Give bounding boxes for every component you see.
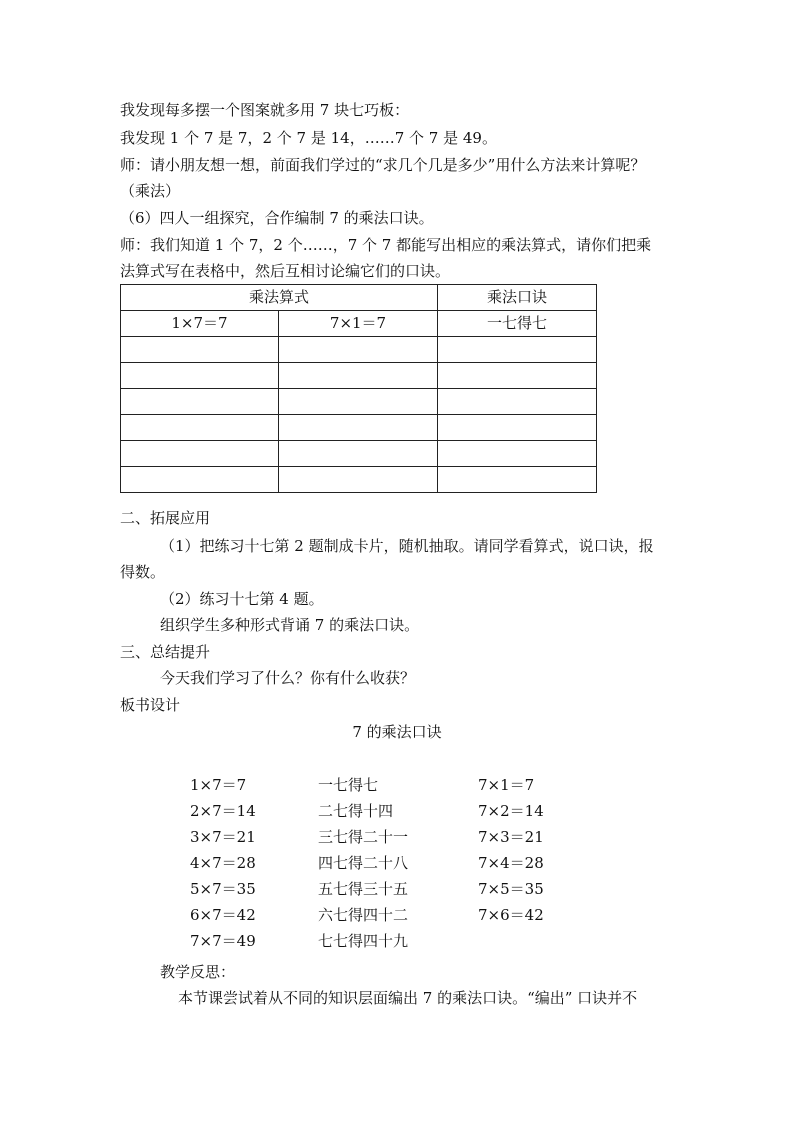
board-rhyme: 一七得七 [318, 776, 379, 794]
board-formula: 3×7＝21 [190, 828, 256, 846]
board-rhyme: 二七得十四 [318, 802, 394, 820]
board-formula: 6×7＝42 [190, 906, 256, 924]
board-formula-swapped: 7×5＝35 [478, 880, 544, 898]
table-row-empty [121, 337, 597, 363]
empty-cell[interactable] [121, 467, 279, 493]
board-formula-swapped: 7×6＝42 [478, 906, 544, 924]
text-line: 师：我们知道 1 个 7，2 个……，7 个 7 都能写出相应的乘法算式，请你们把乘 [120, 236, 652, 254]
text-line: 组织学生多种形式背诵 7 的乘法口诀。 [160, 616, 420, 634]
board-formula: 1×7＝7 [190, 776, 247, 794]
board-title: 7 的乘法口诀 [352, 723, 442, 741]
board-rhyme: 三七得二十一 [318, 828, 409, 846]
empty-cell[interactable] [438, 415, 597, 441]
board-formula: 2×7＝14 [190, 802, 256, 820]
text-line: 今天我们学习了什么？你有什么收获？ [160, 669, 416, 687]
text-line: 我发现每多摆一个图案就多用 7 块七巧板： [120, 101, 410, 119]
empty-cell[interactable] [121, 389, 279, 415]
table-row-empty [121, 441, 597, 467]
board-label: 板书设计 [120, 696, 181, 714]
empty-cell[interactable] [279, 441, 438, 467]
table-header-row [121, 285, 597, 311]
board-rhyme: 六七得四十二 [318, 906, 409, 924]
section-heading: 三、总结提升 [120, 643, 211, 661]
board-formula-swapped: 7×3＝21 [478, 828, 544, 846]
empty-cell[interactable] [121, 441, 279, 467]
header-formula: 乘法算式 [121, 285, 438, 311]
text-line: （6）四人一组探究，合作编制 7 的乘法口诀。 [120, 209, 434, 227]
table-row-empty [121, 389, 597, 415]
board-rhyme: 七七得四十九 [318, 932, 409, 950]
reflection-text: 本节课尝试着从不同的知识层面编出 7 的乘法口诀。“编出” 口诀并不 [178, 989, 638, 1007]
empty-cell[interactable] [438, 441, 597, 467]
header-rhyme: 乘法口诀 [438, 285, 597, 311]
board-formula: 7×7＝49 [190, 932, 256, 950]
empty-cell[interactable] [438, 467, 597, 493]
board-rhyme: 五七得三十五 [318, 880, 409, 898]
board-rhyme: 四七得二十八 [318, 854, 409, 872]
empty-cell[interactable] [279, 363, 438, 389]
table-row-empty [121, 415, 597, 441]
text-line: 法算式写在表格中，然后互相讨论编它们的口诀。 [120, 262, 451, 280]
empty-cell[interactable] [279, 467, 438, 493]
empty-cell[interactable] [279, 337, 438, 363]
empty-cell[interactable] [279, 415, 438, 441]
board-formula: 4×7＝28 [190, 854, 256, 872]
empty-cell[interactable] [438, 389, 597, 415]
section-heading: 二、拓展应用 [120, 509, 211, 527]
empty-cell[interactable] [438, 363, 597, 389]
empty-cell[interactable] [121, 415, 279, 441]
table-cell: 7×1＝7 [279, 311, 438, 337]
reflection-label: 教学反思： [160, 963, 236, 981]
empty-cell[interactable] [438, 337, 597, 363]
multiplication-table [120, 284, 597, 493]
table-cell: 一七得七 [438, 311, 597, 337]
board-formula-swapped: 7×4＝28 [478, 854, 544, 872]
text-line: 师：请小朋友想一想，前面我们学过的“求几个几是多少”用什么方法来计算呢？ [120, 156, 646, 174]
empty-cell[interactable] [279, 389, 438, 415]
table-row-empty [121, 363, 597, 389]
table-row [121, 311, 597, 337]
board-formula-swapped: 7×2＝14 [478, 802, 544, 820]
empty-cell[interactable] [121, 337, 279, 363]
text-line: 我发现 1 个 7 是 7，2 个 7 是 14，……7 个 7 是 49。 [120, 129, 497, 147]
board-formula-swapped: 7×1＝7 [478, 776, 535, 794]
table-cell: 1×7＝7 [121, 311, 279, 337]
text-line: 得数。 [120, 563, 166, 581]
board-formula: 5×7＝35 [190, 880, 256, 898]
empty-cell[interactable] [121, 363, 279, 389]
table-row-empty [121, 467, 597, 493]
text-line: （乘法） [120, 182, 181, 200]
text-line: （1）把练习十七第 2 题制成卡片，随机抽取。请同学看算式，说口诀，报 [160, 537, 654, 555]
text-line: （2）练习十七第 4 题。 [160, 590, 324, 608]
